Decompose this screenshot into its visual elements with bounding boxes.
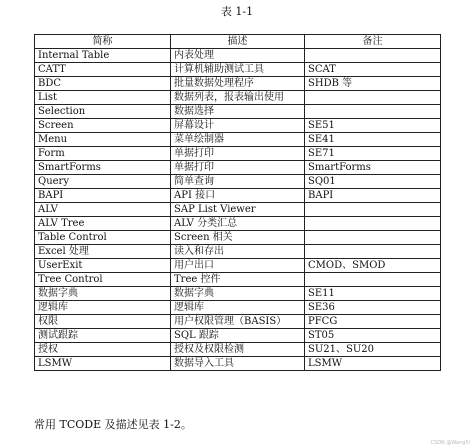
header-remark: 备注 bbox=[305, 35, 441, 49]
cell-description: 批量数据处理程序 bbox=[171, 77, 305, 91]
cell-abbreviation: 权限 bbox=[35, 315, 171, 329]
header-description: 描述 bbox=[171, 35, 305, 49]
cell-remark: BAPI bbox=[305, 189, 441, 203]
cell-abbreviation: ALV bbox=[35, 203, 171, 217]
table-row bbox=[35, 245, 441, 259]
cell-description: 数据列表，报表输出使用 bbox=[171, 91, 305, 105]
table-row bbox=[35, 91, 441, 105]
table-row bbox=[35, 315, 441, 329]
table-row bbox=[35, 203, 441, 217]
cell-description: Screen 相关 bbox=[171, 231, 305, 245]
cell-remark: SE41 bbox=[305, 133, 441, 147]
cell-remark bbox=[305, 217, 441, 231]
cell-remark: ST05 bbox=[305, 329, 441, 343]
cell-abbreviation: Table Control bbox=[35, 231, 171, 245]
cell-description: 单据打印 bbox=[171, 161, 305, 175]
cell-remark: SHDB 等 bbox=[305, 77, 441, 91]
tcode-table bbox=[34, 34, 441, 371]
table-body bbox=[35, 49, 441, 371]
table-row bbox=[35, 77, 441, 91]
cell-description: 数据导入工具 bbox=[171, 357, 305, 371]
cell-abbreviation: UserExit bbox=[35, 259, 171, 273]
cell-remark: LSMW bbox=[305, 357, 441, 371]
cell-abbreviation: 数据字典 bbox=[35, 287, 171, 301]
table-row bbox=[35, 189, 441, 203]
cell-abbreviation: Excel 处理 bbox=[35, 245, 171, 259]
cell-description: 读入和存出 bbox=[171, 245, 305, 259]
cell-description: 菜单绘制器 bbox=[171, 133, 305, 147]
cell-description: 逻辑库 bbox=[171, 301, 305, 315]
table-row bbox=[35, 147, 441, 161]
cell-remark: SU21、SU20 bbox=[305, 343, 441, 357]
table-row bbox=[35, 273, 441, 287]
cell-abbreviation: List bbox=[35, 91, 171, 105]
cell-abbreviation: LSMW bbox=[35, 357, 171, 371]
table-row bbox=[35, 343, 441, 357]
cell-abbreviation: Menu bbox=[35, 133, 171, 147]
cell-description: API 接口 bbox=[171, 189, 305, 203]
cell-remark bbox=[305, 273, 441, 287]
table-row bbox=[35, 119, 441, 133]
table-row bbox=[35, 329, 441, 343]
cell-remark: CMOD、SMOD bbox=[305, 259, 441, 273]
cell-abbreviation: 测试跟踪 bbox=[35, 329, 171, 343]
cell-remark: SmartForms bbox=[305, 161, 441, 175]
table-row bbox=[35, 217, 441, 231]
cell-description: SQL 跟踪 bbox=[171, 329, 305, 343]
cell-abbreviation: Tree Control bbox=[35, 273, 171, 287]
table-row bbox=[35, 259, 441, 273]
cell-description: 计算机辅助测试工具 bbox=[171, 63, 305, 77]
table-row bbox=[35, 357, 441, 371]
cell-abbreviation: ALV Tree bbox=[35, 217, 171, 231]
cell-abbreviation: Selection bbox=[35, 105, 171, 119]
table-row bbox=[35, 63, 441, 77]
cell-description: 数据选择 bbox=[171, 105, 305, 119]
cell-remark: PFCG bbox=[305, 315, 441, 329]
cell-abbreviation: SmartForms bbox=[35, 161, 171, 175]
cell-remark bbox=[305, 245, 441, 259]
cell-remark bbox=[305, 203, 441, 217]
cell-remark: SE11 bbox=[305, 287, 441, 301]
cell-remark bbox=[305, 231, 441, 245]
cell-remark bbox=[305, 105, 441, 119]
cell-description: 屏幕设计 bbox=[171, 119, 305, 133]
table-row bbox=[35, 133, 441, 147]
cell-description: 内表处理 bbox=[171, 49, 305, 63]
cell-abbreviation: Form bbox=[35, 147, 171, 161]
table-row bbox=[35, 175, 441, 189]
table-row bbox=[35, 105, 441, 119]
cell-description: ALV 分类汇总 bbox=[171, 217, 305, 231]
cell-remark bbox=[305, 49, 441, 63]
cell-abbreviation: BDC bbox=[35, 77, 171, 91]
cell-abbreviation: 授权 bbox=[35, 343, 171, 357]
cell-remark: SE71 bbox=[305, 147, 441, 161]
header-abbreviation: 简称 bbox=[35, 35, 171, 49]
watermark: CSDN @Wang5i bbox=[430, 440, 470, 446]
table-row bbox=[35, 161, 441, 175]
cell-description: 授权及权限检测 bbox=[171, 343, 305, 357]
footer-text: 常用 TCODE 及描述见表 1-2。 bbox=[34, 418, 192, 431]
cell-description: 用户出口 bbox=[171, 259, 305, 273]
table-row bbox=[35, 287, 441, 301]
cell-abbreviation: Query bbox=[35, 175, 171, 189]
cell-abbreviation: Screen bbox=[35, 119, 171, 133]
cell-remark bbox=[305, 91, 441, 105]
table-caption: 表 1-1 bbox=[220, 5, 254, 18]
table-row bbox=[35, 231, 441, 245]
cell-description: Tree 控件 bbox=[171, 273, 305, 287]
cell-remark: SQ01 bbox=[305, 175, 441, 189]
cell-abbreviation: CATT bbox=[35, 63, 171, 77]
table-header-row bbox=[35, 35, 441, 49]
table-row bbox=[35, 49, 441, 63]
cell-remark: SCAT bbox=[305, 63, 441, 77]
cell-description: 用户权限管理（BASIS） bbox=[171, 315, 305, 329]
table-row bbox=[35, 301, 441, 315]
cell-abbreviation: 逻辑库 bbox=[35, 301, 171, 315]
cell-abbreviation: BAPI bbox=[35, 189, 171, 203]
cell-remark: SE36 bbox=[305, 301, 441, 315]
cell-description: SAP List Viewer bbox=[171, 203, 305, 217]
cell-remark: SE51 bbox=[305, 119, 441, 133]
cell-abbreviation: Internal Table bbox=[35, 49, 171, 63]
cell-description: 单据打印 bbox=[171, 147, 305, 161]
cell-description: 简单查询 bbox=[171, 175, 305, 189]
cell-description: 数据字典 bbox=[171, 287, 305, 301]
